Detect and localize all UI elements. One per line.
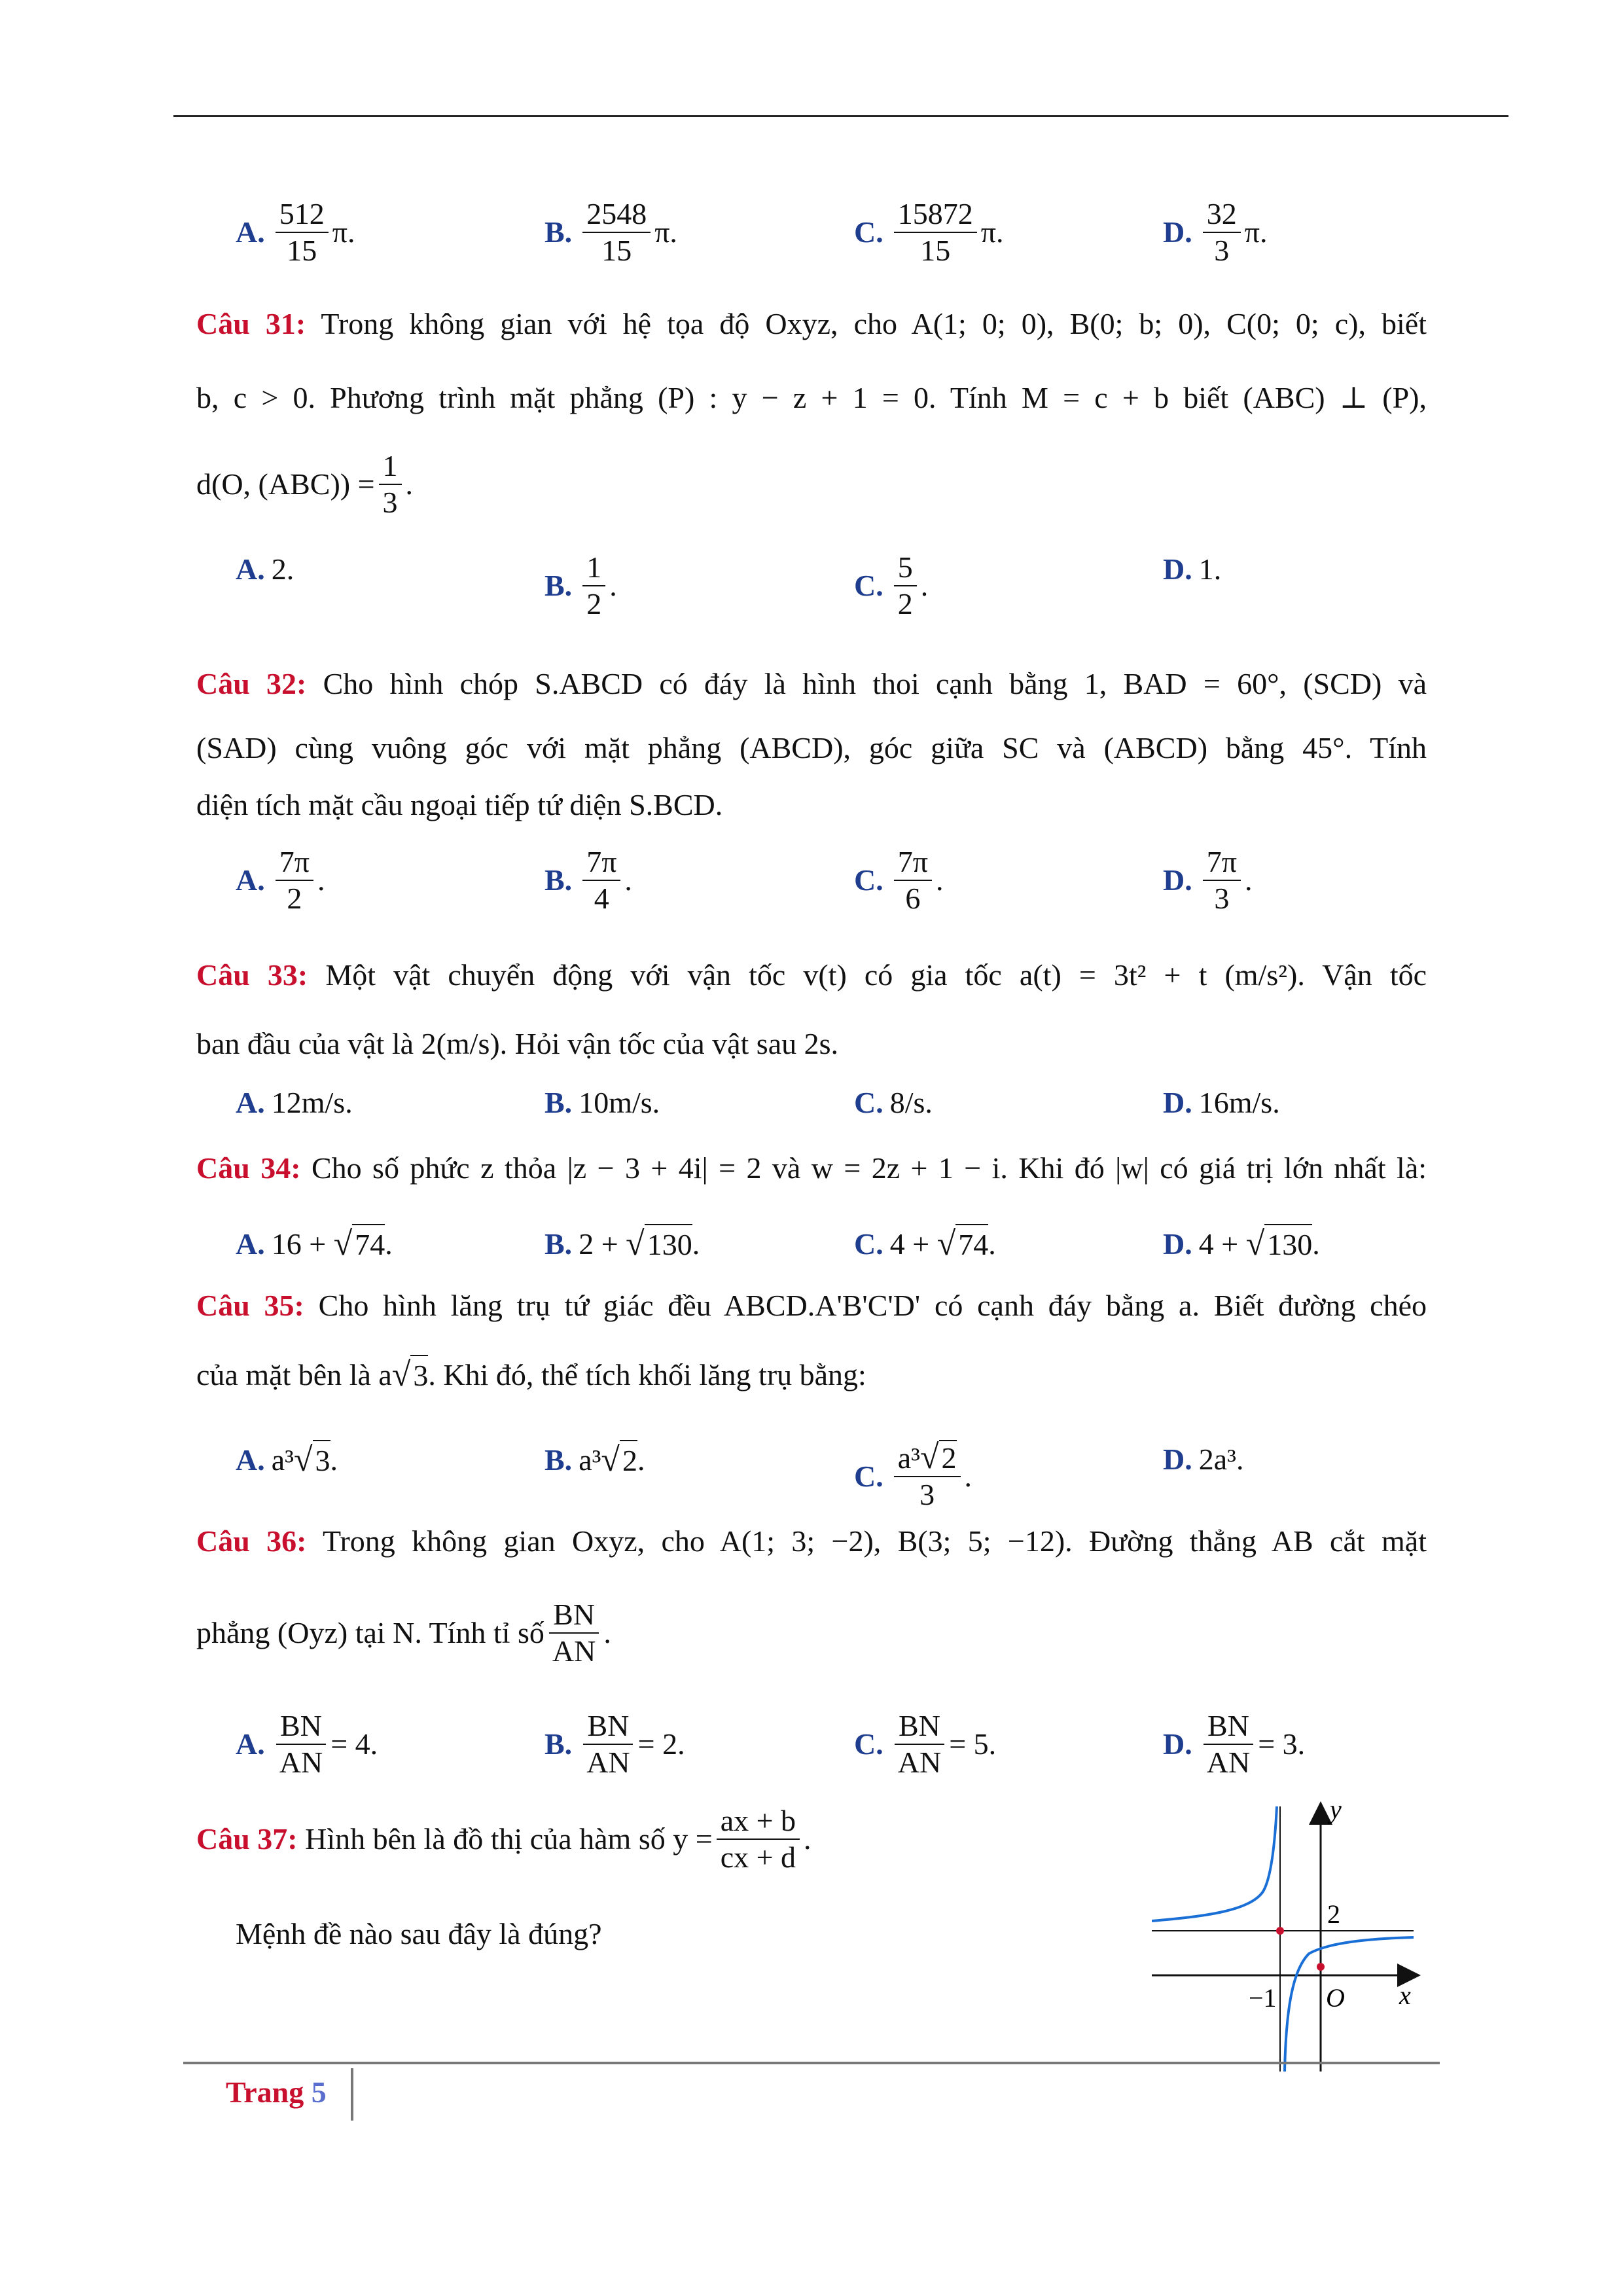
q35-line-2: của mặt bên là a √ 3 . Khi đó, thể tích khối lăng trụ bằng: [196,1355,866,1395]
q32-option-b: B. $\frac{7\pi}{4}$ . [544,845,632,915]
q36-option-d: D. $\frac{BN}{AN}$ = 3. [1163,1709,1306,1779]
q37-function-graph [1152,1793,1427,2075]
q33-option-c: C. 8/s. [854,1086,933,1119]
q31-option-c: C. $\frac{5}{2}$ . [854,550,929,620]
q31-line-3: d(O, (ABC)) = $\frac{1}{3}$ . [196,449,414,519]
point-minus-one-two [1276,1927,1284,1935]
q36-option-c: C. $\frac{BN}{AN}$ = 5. [854,1709,997,1779]
q34-option-b: B. 2 + √ 130 . [544,1224,700,1265]
q30-option-a: A. $\frac{512}{15}$ π. [236,197,355,267]
origin-label: O [1326,1983,1345,2013]
q33-option-d: D. 16m/s. [1163,1086,1280,1119]
q33-option-b: B. 10m/s. [544,1086,660,1119]
q32-option-d: D. $\frac{7\pi}{3}$ . [1163,845,1253,915]
q34-option-d: D. 4 + √ 130 . [1163,1224,1320,1265]
q31-line-1: Câu 31: Trong không gian với hệ tọa độ Oxyz, cho A(1; 0; 0), B(0; b; 0), C(0; 0; c), biết [196,307,1427,340]
y-axis-label: y [1330,1795,1342,1824]
q32-line-3: diện tích mặt cầu ngoại tiếp tứ diện S.BCD. [196,788,723,821]
q36-line-2: phẳng (Oyz) tại N. Tính tỉ số $\frac{BN}{AN}$ . [196,1598,611,1668]
tick-label-minus-one: −1 [1249,1983,1277,2013]
q35-line-1: Câu 35: Cho hình lăng trụ tứ giác đều ABCD.A'B'C'D' có cạnh đáy bằng a. Biết đường chéo [196,1289,1427,1322]
q31-line-2: b, c > 0. Phương trình mặt phẳng (P) : y − z + 1 = 0. Tính M = c + b biết (ABC) ⊥ (P), [196,381,1427,414]
q32-option-c: C. $\frac{7\pi}{6}$ . [854,845,944,915]
q37-line-2: Mệnh đề nào sau đây là đúng? [236,1917,602,1950]
header-rule [173,115,1508,117]
q30-option-b: B. $\frac{2548}{15}$ π. [544,197,677,267]
curve-left-branch [1152,1806,1277,1921]
footer-divider [351,2068,353,2121]
q37-line-1: Câu 37: Hình bên là đồ thị của hàm số y = $\frac{ax + b}{cx + d}$ . [196,1804,812,1874]
q36-line-1: Câu 36: Trong không gian Oxyz, cho A(1; 3; −2), B(3; 5; −12). Đường thẳng AB cắt mặt [196,1524,1427,1558]
q31-option-b: B. $\frac{1}{2}$ . [544,550,617,620]
q30-option-c: C. $\frac{15872}{15}$ π. [854,197,1004,267]
q33-option-a: A. 12m/s. [236,1086,353,1119]
q35-option-c: C. $\frac{\text{a³√2}}{3}$ . [854,1439,972,1511]
q36-option-b: B. $\frac{BN}{AN}$ = 2. [544,1709,685,1779]
q31-option-a: A. 2. [236,552,294,586]
q36-option-a: A. $\frac{BN}{AN}$ = 4. [236,1709,378,1779]
point-y-intercept [1317,1963,1325,1971]
q31-option-d: D. 1. [1163,552,1222,586]
q34-line-1: Câu 34: Cho số phức z thỏa |z − 3 + 4i| = 2 và w = 2z + 1 − i. Khi đó |w| có giá trị lớn nhất là: [196,1151,1427,1185]
q32-option-a: A. $\frac{7\pi}{2}$ . [236,845,325,915]
q30-option-d: D. $\frac{32}{3}$ π. [1163,197,1268,267]
q35-option-d: D. 2a³. [1163,1443,1244,1476]
curve-right-branch [1285,1937,1414,2072]
q34-option-a: A. 16 + √ 74 . [236,1224,393,1265]
footer-rule [183,2062,1440,2064]
q35-option-a: A. a³ √ 3 . [236,1440,338,1480]
q33-line-2: ban đầu của vật là 2(m/s). Hỏi vận tốc của vật sau 2s. [196,1027,839,1060]
x-axis-label: x [1399,1981,1411,2010]
q34-option-c: C. 4 + √ 74 . [854,1224,996,1265]
q32-line-2: (SAD) cùng vuông góc với mặt phẳng (ABCD), góc giữa SC và (ABCD) bằng 45°. Tính [196,731,1427,764]
tick-label-two: 2 [1327,1899,1340,1929]
q35-option-b: B. a³ √ 2 . [544,1440,645,1480]
q33-line-1: Câu 33: Một vật chuyển động với vận tốc v(t) có gia tốc a(t) = 3t² + t (m/s²). Vận tốc [196,958,1427,992]
q32-line-1: Câu 32: Cho hình chóp S.ABCD có đáy là hình thoi cạnh bằng 1, BAD = 60°, (SCD) và [196,667,1427,700]
page-number: Trang 5 [226,2075,327,2109]
